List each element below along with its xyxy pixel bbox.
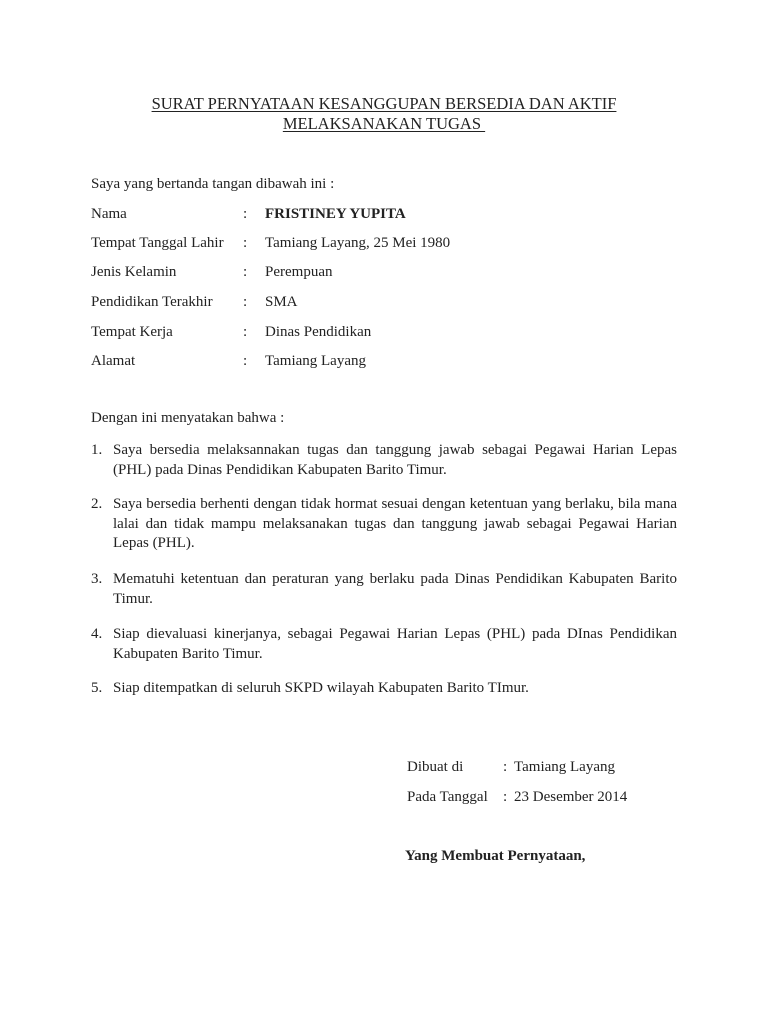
identity-row-gender bbox=[0, 262, 768, 282]
statement-line: Siap dievaluasi kinerjanya, sebagai Pegawai Harian Lepas (PHL) pada DInas Pendidikan bbox=[113, 626, 677, 642]
statement-line: Mematuhi ketentuan dan peraturan yang berlaku pada Dinas Pendidikan Kabupaten Barito bbox=[113, 571, 677, 587]
document-title-text-2: MELAKSANAKAN TUGAS bbox=[282, 114, 486, 133]
statement-line: lalai dan tidak mampu melaksanakan tugas dan tanggung jawab sebagai Pegawai Harian bbox=[113, 515, 677, 532]
identity-row-nama bbox=[0, 204, 768, 224]
intro-text: Saya yang bertanda tangan dibawah ini : bbox=[91, 176, 335, 192]
identity-value: Tamiang Layang bbox=[265, 353, 366, 369]
signature-place-row bbox=[0, 757, 768, 777]
identity-row-education bbox=[0, 292, 768, 312]
identity-label: Tempat Tanggal Lahir bbox=[91, 235, 224, 251]
identity-label: Jenis Kelamin bbox=[91, 264, 177, 280]
signature-date-row bbox=[0, 787, 768, 807]
statement-line: Saya bersedia melaksannakan tugas dan tanggung jawab sebagai Pegawai Harian Lepas bbox=[113, 442, 677, 458]
statement-text bbox=[113, 679, 677, 699]
identity-value: Perempuan bbox=[265, 264, 333, 280]
identity-row-workplace bbox=[0, 322, 768, 342]
identity-separator: : bbox=[243, 206, 248, 222]
identity-label: Alamat bbox=[91, 353, 136, 369]
identity-label: Tempat Kerja bbox=[91, 324, 173, 340]
identity-separator: : bbox=[243, 264, 248, 280]
identity-separator: : bbox=[243, 235, 248, 251]
statement-number: 1. bbox=[91, 442, 103, 458]
identity-separator: : bbox=[243, 353, 248, 369]
identity-row-birth bbox=[0, 233, 768, 253]
statement-number: 4. bbox=[91, 626, 103, 642]
signature-date-value: 23 Desember 2014 bbox=[514, 789, 628, 805]
identity-label: Pendidikan Terakhir bbox=[91, 294, 213, 310]
signature-place-value: Tamiang Layang bbox=[514, 759, 615, 775]
statement-text bbox=[113, 495, 677, 554]
statement-line: Timur. bbox=[113, 590, 153, 607]
statement-line: Siap ditempatkan di seluruh SKPD wilayah Kabupaten Barito TImur. bbox=[113, 680, 529, 696]
statement-number: 5. bbox=[91, 680, 103, 696]
identity-value: FRISTINEY YUPITA bbox=[265, 206, 406, 222]
document-title-line-1 bbox=[0, 94, 768, 114]
identity-row-address bbox=[0, 351, 768, 371]
declaration-intro: Dengan ini menyatakan bahwa : bbox=[91, 410, 285, 426]
document-title-line-2 bbox=[0, 114, 768, 134]
signature-place-label: Dibuat di bbox=[407, 759, 464, 775]
statement-text bbox=[113, 441, 677, 480]
identity-label: Nama bbox=[91, 206, 127, 222]
statement-line: Kabupaten Barito Timur. bbox=[113, 645, 263, 662]
identity-separator: : bbox=[243, 294, 248, 310]
identity-value: Tamiang Layang, 25 Mei 1980 bbox=[265, 235, 451, 251]
statement-line: Lepas (PHL). bbox=[113, 535, 195, 551]
signature-separator: : bbox=[503, 759, 508, 775]
identity-separator: : bbox=[243, 324, 248, 340]
document-title-text-1: SURAT PERNYATAAN KESANGGUPAN BERSEDIA DAN AKTIF bbox=[151, 94, 617, 113]
statement-text bbox=[113, 625, 677, 664]
signature-date-label: Pada Tanggal bbox=[407, 789, 488, 805]
identity-value: SMA bbox=[265, 294, 298, 310]
statement-line: (PHL) pada Dinas Pendidikan Kabupaten Barito Timur. bbox=[113, 461, 447, 478]
signatory-closing: Yang Membuat Pernyataan, bbox=[405, 848, 586, 864]
statement-line: Saya bersedia berhenti dengan tidak hormat sesuai dengan ketentuan yang berlaku, bila mana bbox=[113, 496, 677, 512]
statement-text bbox=[113, 570, 677, 609]
statement-number: 3. bbox=[91, 571, 103, 587]
signature-separator: : bbox=[503, 789, 508, 805]
statement-number: 2. bbox=[91, 496, 103, 512]
identity-value: Dinas Pendidikan bbox=[265, 324, 372, 340]
